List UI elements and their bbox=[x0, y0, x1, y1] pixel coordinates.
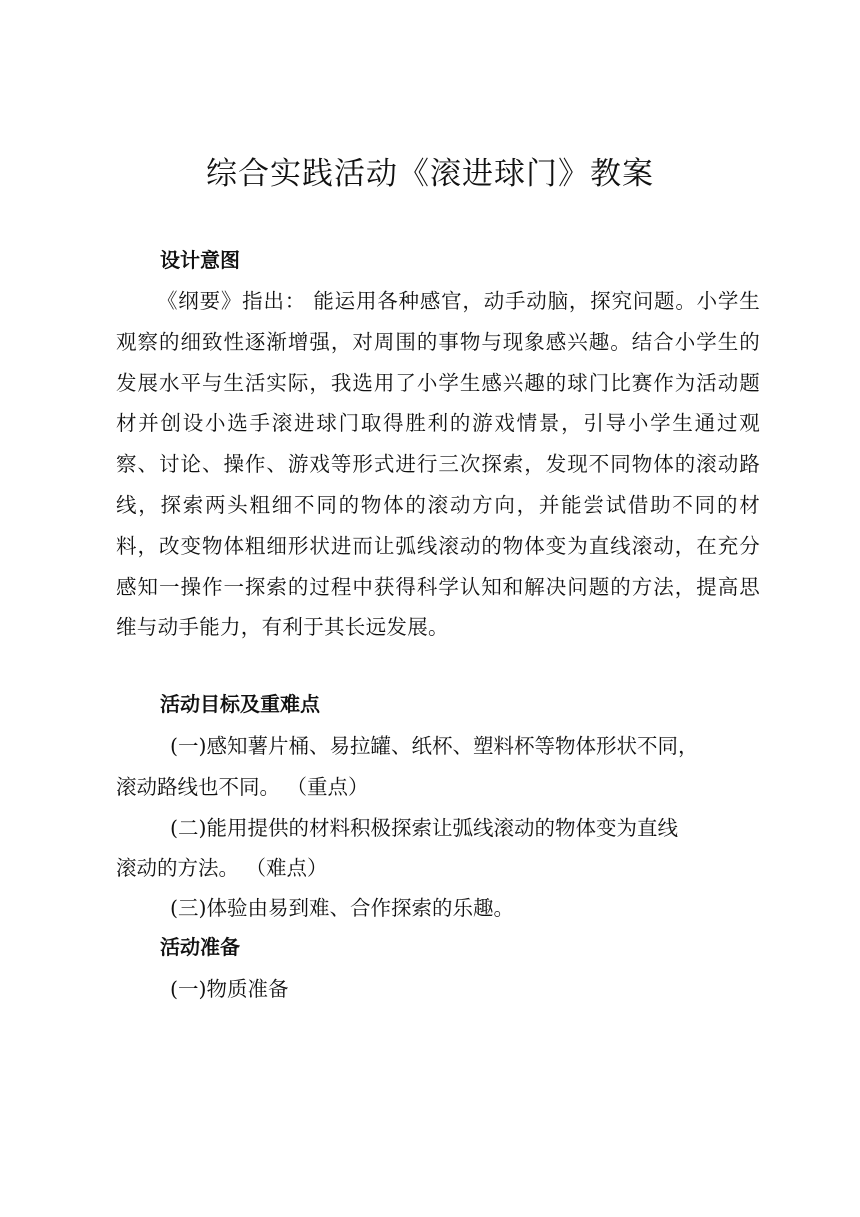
design-paragraph: 《纲要》指出： 能运用各种感官，动手动脑，探究问题。小学生观察的细致性逐渐增强，对周围的事物与现象感兴趣。结合小学生的发展水平与生活实际，我选用了小学生感兴趣的球门比赛作为活动题材并创设小选手滚进球门取得胜利的游戏情景，引导小学生通过观察、讨论、操作、游戏等形式进行三次探索，发现不同物体的滚动路线，探索两头粗细不同的物体的滚动方向，并能尝试借助不同的材料，改变物体粗细形状进而让弧线滚动的物体变为直线滚动，在充分感知一操作一探索的过程中获得科学认知和解决问题的方法，提高思维与动手能力，有利于其长远发展。 bbox=[116, 289, 760, 640]
section-heading-goals: 活动目标及重难点 bbox=[160, 692, 320, 716]
prep-item-1: (一)物质准备 bbox=[170, 977, 289, 1001]
goal-item-1-line-1: (一)感知薯片桶、易拉罐、纸杯、塑料杯等物体形状不同， bbox=[170, 734, 699, 758]
goal-item-2-line-1: (二)能用提供的材料积极探索让弧线滚动的物体变为直线 bbox=[170, 816, 678, 840]
goal-item-3: (三)体验由易到难、合作探索的乐趣。 bbox=[170, 896, 514, 920]
section-heading-prep: 活动准备 bbox=[160, 935, 240, 959]
section-heading-design: 设计意图 bbox=[160, 248, 240, 272]
goal-item-2-line-2: 滚动的方法。 （难点） bbox=[116, 856, 328, 880]
document-title: 综合实践活动《滚进球门》教案 bbox=[206, 156, 654, 192]
goal-item-1-line-2: 滚动路线也不同。 （重点） bbox=[116, 775, 369, 799]
